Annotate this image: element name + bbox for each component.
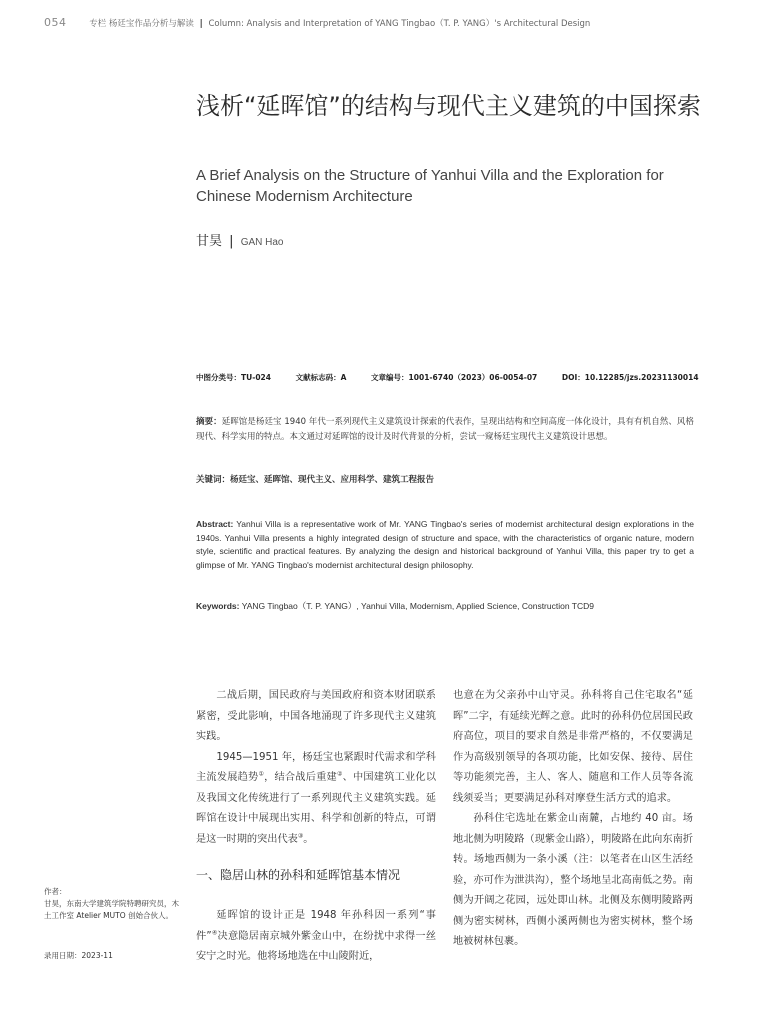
paragraph: 也意在为父亲孙中山守灵。孙科将自己住宅取名“延晖”二字，有延续光辉之意。此时的孙科仍位居国民政府高位，项目的要求自然是非常严格的，不仅要满足作为高级别领导的各项功能，比如安保、接待、居住等功能须完善，主人、客人、随扈和工作人员等各流线须妥当；更要满足孙科对摩登生活方式的追求。: [453, 690, 693, 804]
separator: |: [199, 19, 203, 29]
author-name-cn: 甘昊: [196, 234, 223, 249]
title-en: A Brief Analysis on the Structure of Yanhui Villa and the Exploration for Chinese Modernism Architecture: [196, 167, 664, 205]
body-column-2: [453, 686, 693, 953]
running-head: [44, 16, 744, 29]
article-number: 文章编号：1001-6740（2023）06-0054-07: [371, 373, 538, 382]
clc-number: 中图分类号：TU-024: [196, 373, 271, 382]
abstract-en: [196, 518, 694, 572]
body-column-1-continued: [196, 906, 436, 968]
keywords-en-label: Keywords:: [196, 601, 240, 611]
paragraph: 1945—1951 年，杨廷宝也紧跟时代需求和学科主流发展趋势①，结合战后重建②、中国建筑工业化以及我国文化传统进行了一系列现代主义建筑实践。延晖馆在设计中展现出实用、科学和创新的特点，可谓是这一时期的突出代表③。: [196, 751, 437, 845]
abstract-en-text: Yanhui Villa is a representative work of Mr. YANG Tingbao's series of modernist architectural design explorations in the 1940s. Yanhui Villa presents a highly integrated design of structure and space, with the characteristics of organic nature, modern style, scientific and practical features. By analyzing the design and historical background of Yanhui Villa, this paper try to get a glimpse of Mr. YANG Tingbao's modernist architectural design philosophy.: [196, 519, 695, 570]
title-cn: 浅析“延晖馆”的结构与现代主义建筑的中国探索: [196, 92, 701, 120]
author-note: [44, 886, 184, 922]
abstract-en-label: Abstract:: [196, 519, 234, 529]
keywords-cn-label: 关键词：: [196, 475, 231, 485]
received-date: 录用日期：2023-11: [44, 951, 113, 960]
keywords-cn: [196, 473, 694, 485]
keywords-en-text: YANG Tingbao（T. P. YANG）, Yanhui Villa, Modernism, Applied Science, Construction TCD9: [241, 601, 594, 611]
author-name-en: GAN Hao: [240, 237, 284, 248]
footnote-ref[interactable]: ①: [258, 770, 265, 778]
footnote-ref[interactable]: ③: [297, 832, 304, 840]
article-meta: [196, 372, 699, 383]
paragraph: 延晖馆的设计正是 1948 年孙科因一系列“事件”④决意隐居南京城外紫金山中，在纷扰中求得一丝安宁之时光。他将场地选在中山陵附近，: [196, 910, 437, 962]
footnote-ref[interactable]: ②: [336, 770, 343, 778]
paragraph: 二战后期，国民政府与美国政府和资本财团联系紧密，受此影响，中国各地涌现了许多现代主义建筑实践。: [196, 690, 436, 742]
footnote-ref[interactable]: ④: [211, 929, 218, 937]
separator: |: [229, 234, 234, 249]
document-code: 文献标志码：A: [295, 373, 347, 382]
abstract-cn: [196, 415, 694, 445]
author-line: [196, 230, 283, 249]
abstract-cn-label: 摘要：: [196, 417, 222, 427]
paragraph: 孙科住宅选址在紫金山南麓，占地约 40 亩。场地北侧为明陵路（现紫金山路），明陵路在此向东南折转。场地西侧为一条小溪（注：以笔者在山区生活经验，亦可作为泄洪沟），整个场地呈北高南低之势。南侧为开阔之花园，远处即山林。北侧及东侧明陵路两侧为密实树林，西侧小溪两侧也为密实树林，整个场地被树林包裹。: [453, 813, 693, 947]
abstract-cn-text: 延晖馆是杨廷宝 1940 年代一系列现代主义建筑设计探索的代表作，呈现出结构和空间高度一体化设计，具有有机自然、风格现代、科学实用的特点。本文通过对延晖馆的设计及时代背景的分析，尝试一窥杨廷宝现代主义建筑设计思想。: [196, 417, 694, 442]
page-number: 054: [44, 16, 67, 29]
keywords-en: [196, 600, 694, 612]
author-note-text: 甘昊，东南大学建筑学院特聘研究员，木土工作室 Atelier MUTO 创始合伙人。: [44, 899, 179, 920]
column-title-cn: 专栏 杨廷宝作品分析与解读: [89, 19, 194, 29]
author-note-label: 作者：: [44, 887, 67, 896]
keywords-cn-text: 杨廷宝、延晖馆、现代主义、应用科学、建筑工程报告: [230, 475, 435, 485]
column-title-en: Column: Analysis and Interpretation of YANG Tingbao（T. P. YANG）'s Architectural Design: [208, 19, 591, 29]
doi: DOI：10.12285/jzs.20231130014: [561, 373, 699, 382]
body-column-1: [196, 686, 436, 850]
section-heading: 一、隐居山林的孙科和延晖馆基本情况: [196, 868, 401, 882]
